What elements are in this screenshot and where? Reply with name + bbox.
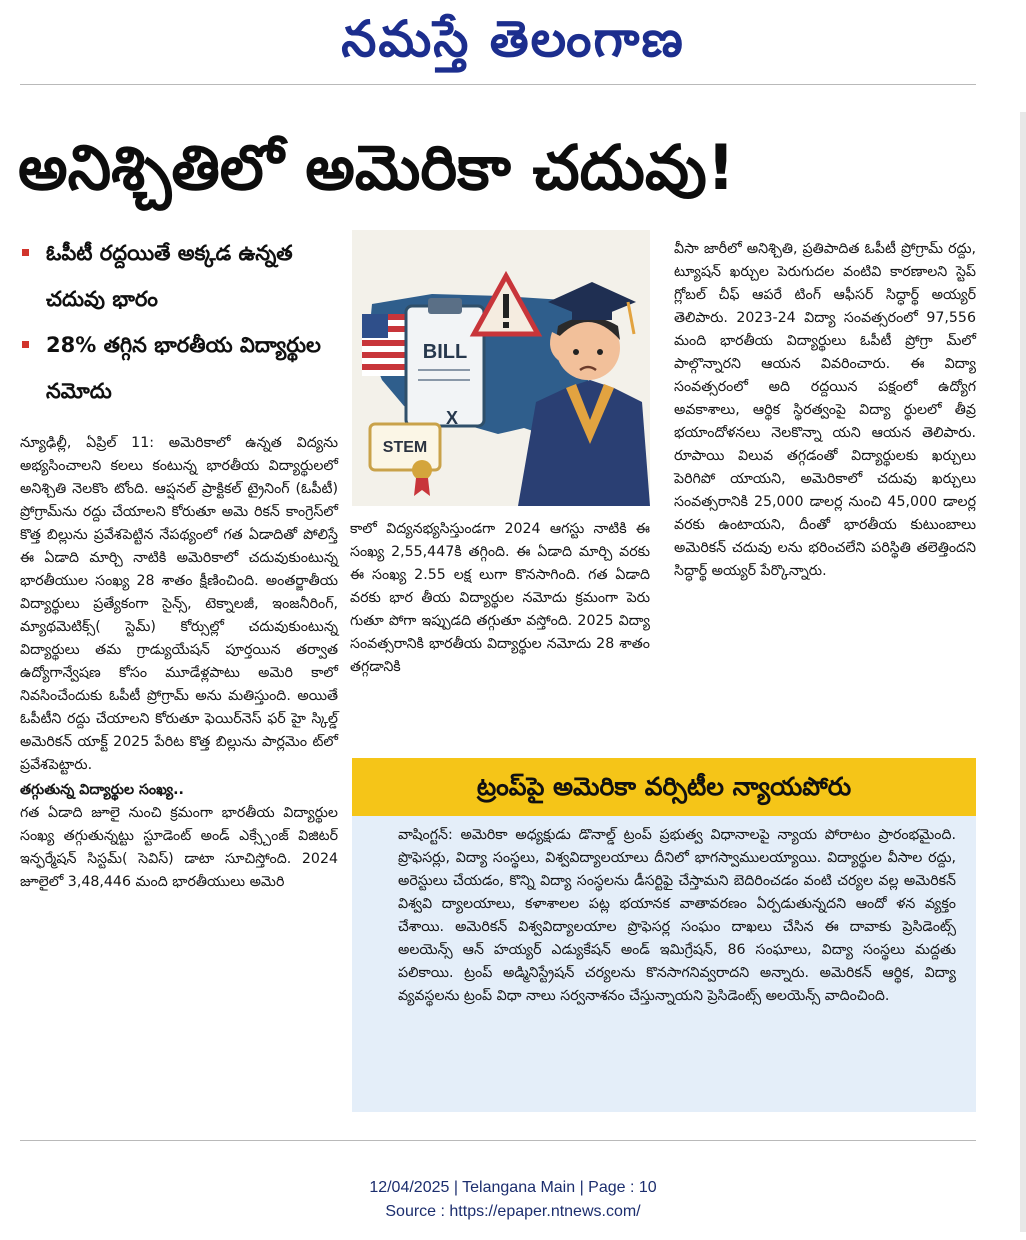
bill-label: BILL [422, 341, 468, 363]
top-divider [20, 84, 976, 85]
article-paragraph: న్యూఢిల్లీ, ఏప్రిల్ 11: అమెరికాలో ఉన్నత విద్యను అభ్యసించాలని కలలు కంటున్న భారతీయ విద్యార్థులలో అనిశ్చితి నెలకొం టోంది. ఆప్షనల్ ప్రాక్టికల్ ట్రైనింగ్ (ఓపీటీ) ప్రోగ్రామ్‌ను రద్దు చేయాలని కోరుతూ అమె రికన్ కాంగ్రెస్‌లో కొత్త బిల్లును ప్రవేశపెట్టిన నేపథ్యంలో గత ఏడాదితో పోలిస్తే ఈ ఏడాది మార్చి నాటికి అమెరికాలో చదువుకుంటున్న భారతీయుల సంఖ్య 28 శాతం క్షీణించింది. అంతర్జాతీయ విద్యార్థులు ప్రత్యేకంగా సైన్స్, టెక్నాలజీ, ఇంజనీరింగ్, మ్యాథమెటిక్స్( స్టెమ్) కోర్సుల్లో చదువుకుంటున్న విద్యార్థులు తమ గ్రాడ్యుయేషన్ పూర్తయిన తర్వాత ఉద్యోగాన్వేషణ కోసం మూడేళ్లపాటు అమెరి కాలో నివసించేందుకు ఓపీటీ ప్రోగ్రామ్ అను మతిస్తుంది. అయితే ఓపీటీని రద్దు చేయాలని కోరుతూ ఫెయిర్‌నెస్ ఫర్ హై స్కిల్డ్ అమెరికన్ యాక్ట్ 2025 పేరిట కొత్త బిల్లును పార్లమెం ట్‌లో ప్రవేశపెట్టారు. [20, 435, 338, 773]
sidebar-text: వాషింగ్టన్: అమెరికా అధ్యక్షుడు డొనాల్డ్ ట్రంప్ ప్రభుత్వ విధానాలపై న్యాయ పోరాటం ప్రారంభమైంది. ప్రొఫెసర్లు, విద్యా సంస్థలు, విశ్వవిద్యాలయాలు దీనిలో భాగస్వాములయ్యాయి. విద్యార్థుల వీసాల రద్దు, అరెస్టులు చేయడం, కొన్ని విద్యా సంస్థలను డీసర్టిఫై చేస్తామని బెదిరించడం వంటి చర్యల వల్ల అమెరికన్ విశ్వవి ద్యాలయాలు, కళాశాలల పట్ల భయానక వాతావరణం ఏర్పడుతున్నదని ఆందో ళన వ్యక్తం చేశాయి. అమెరికన్ విశ్వవిద్యాలయాల ప్రొఫెసర్ల సంఘం దాఖలు చేసిన ఈ దావాకు ప్రెసిడెంట్స్ అలయెన్స్ ఆన్ హయ్యర్ ఎడ్యుకేషన్ అండ్ ఇమిగ్రేషన్, 86 సంఘాలు, విద్యా సంస్థలు మద్దతు పలికాయి. ట్రంప్ అడ్మినిస్ట్రేషన్ చర్యలను కొనసాగనివ్వరాదని అన్నారు. అమెరికన్ ఆర్థిక, విద్యా వ్యవస్థలను ట్రంప్ విధా నాలు సర్వనాశనం చేస్తున్నాయని ప్రెసిడెంట్స్ అలయెన్స్ వాదించింది. [398, 827, 956, 1004]
highlight-text: ఓపీటీ రద్దయితే అక్కడ ఉన్నత చదువు భారం [46, 241, 293, 311]
student-illustration [352, 230, 650, 506]
footer [0, 1176, 1026, 1224]
article-subhead: తగ్గుతున్న విద్యార్థుల సంఖ్య.. [20, 782, 184, 798]
bullet-square-icon [22, 249, 29, 256]
article-column-2: కాలో విద్యనభ్యసిస్తుండగా 2024 ఆగస్టు నాటికి ఈ సంఖ్య 2,55,447కి తగ్గింది. ఈ ఏడాది మార్చి వరకు ఈ సంఖ్య 2.55 లక్ష లుగా కొనసాగింది. గత ఏడాది వరకు భార తీయ విద్యార్థుల నమోదు క్రమంగా పెరు గుతూ పోగా ఇప్పుడది తగ్గుతూ వస్తోంది. 2025 విద్యా సంవత్సరానికి భారతీయ విద్యార్థుల నమోదు 28 శాతం తగ్గడానికి [350, 521, 650, 675]
illustration-graphic [352, 230, 650, 506]
article-column-3: వీసా జారీలో అనిశ్చితి, ప్రతిపాదిత ఓపీటీ ప్రోగ్రామ్ రద్దు, ట్యూషన్ ఖర్చుల పెరుగుదల వంటివి కారణాలని స్టెప్ గ్లోబల్ చీఫ్ ఆపరే టింగ్ ఆఫీసర్ సిద్ధార్థ్ అయ్యర్ తెలిపారు. 2023-24 విద్యా సంవత్సరంలో 97,556 మంది భారతీయ విద్యార్థులు ఓపీటీ ప్రోగ్రా మ్‌లో పాల్గొన్నారని ఆయన వివరించారు. ఈ విద్యా సంవత్సరంలో అది రద్దయిన పక్షంలో ఉద్యోగ అవకాశాలు, ఆర్థిక స్థిరత్వంపై విద్యా ర్థులలో తీవ్ర భయాందోళనలు నెలకొన్నా యని ఆయన తెలిపారు. రూపాయి విలువ తగ్గడంతో విద్యార్థులకు ఖర్చులు పెరిగిపో యాయని, అమెరికాలో చదువు ఖర్చులు సంవత్సరానికి 25,000 డాలర్ల నుంచి 45,000 డాలర్ల వరకు ఉంటాయని, దీంతో భారతీయ కుటుంబాలు అమెరికన్ చదువు లను భరించలేని పరిస్థితి తలెత్తిందని సిద్ధార్థ్ అయ్యర్ పేర్కొన్నారు. [674, 241, 976, 579]
sidebar-box [352, 816, 976, 1112]
highlight-item [20, 322, 340, 414]
masthead-logo: నమస్తే తెలంగాణ [341, 10, 685, 68]
highlight-item [20, 230, 340, 322]
footer-source-link[interactable]: Source : https://epaper.ntnews.com/ [385, 1203, 641, 1220]
bullet-square-icon [22, 341, 29, 348]
svg-text:X: X [445, 408, 459, 428]
page-edge [1020, 112, 1026, 1232]
sidebar-box-header [352, 758, 976, 816]
highlight-text: 28% తగ్గిన భారతీయ విద్యార్థుల నమోదు [46, 333, 321, 403]
article-paragraph: గత ఏడాది జూలై నుంచి క్రమంగా భారతీయ విద్యార్థుల సంఖ్య తగ్గుతున్నట్టు స్టూడెంట్ అండ్ ఎక్స్చేంజ్ విజిటర్ ఇన్ఫర్మేషన్ సిస్టమ్( సెవిస్) డాటా సూచిస్తోంది. 2024 జూలైలో 3,48,446 మంది భారతీయులు అమెరి [20, 805, 338, 890]
article-column-1 [20, 432, 338, 894]
masthead [0, 6, 1026, 72]
highlights [20, 230, 340, 414]
bottom-divider [20, 1140, 976, 1141]
stem-label: STEM [382, 439, 428, 456]
sidebar-title: ట్రంప్‌పై అమెరికా వర్సిటీల న్యాయపోరు [476, 772, 852, 801]
footer-date-line: 12/04/2025 | Telangana Main | Page : 10 [369, 1179, 657, 1196]
headline: అనిశ్చితిలో అమెరికా చదువు! [18, 131, 735, 204]
